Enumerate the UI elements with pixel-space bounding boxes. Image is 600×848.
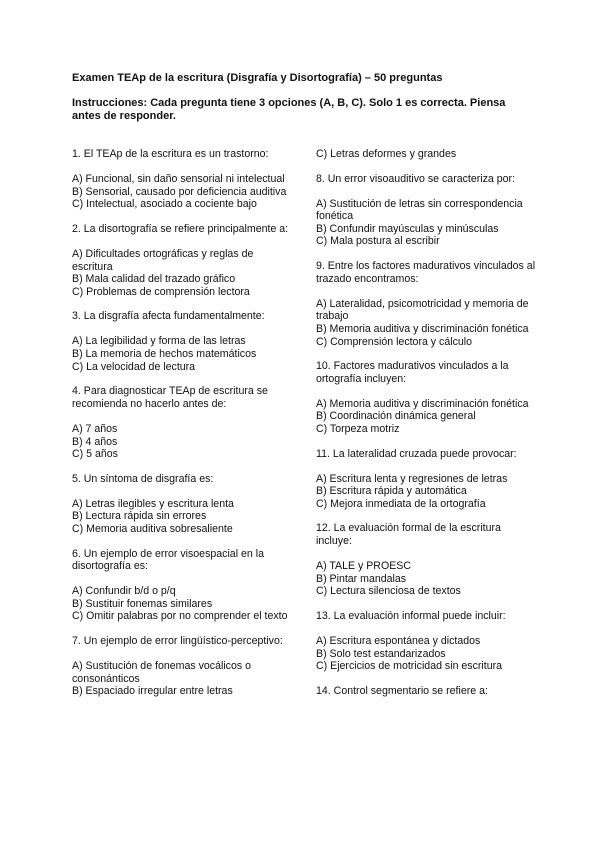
question-stem: 1. El TEAp de la escritura es un trastorno:: [72, 148, 269, 160]
question-stem: 11. La lateralidad cruzada puede provocar:: [316, 447, 517, 460]
question-block: [72, 310, 294, 373]
question-stem: 13. La evaluación informal puede incluir:: [316, 609, 506, 622]
question-block: [316, 522, 538, 597]
exam-title: Examen TEAp de la escritura (Disgrafía y Disortografía) – 50 preguntas: [72, 72, 443, 84]
answer-option: A) TALE y PROESC: [316, 560, 411, 573]
answer-option: A) Escritura lenta y regresiones de letras: [316, 472, 508, 485]
question-block: [316, 360, 538, 435]
answer-option: C) Mejora inmediata de la ortografía: [316, 497, 486, 510]
question-stem: 9. Entre los factores madurativos vinculados al trazado encontramos:: [316, 260, 536, 285]
answer-option: A) Escritura espontánea y dictados: [316, 635, 481, 648]
answer-option: A) 7 años: [72, 422, 118, 435]
answer-option: C) Mala postura al escribir: [316, 235, 440, 248]
answer-option: C) Problemas de comprensión lectora: [72, 285, 250, 298]
question-stem: 14. Control segmentario se refiere a:: [316, 684, 488, 697]
question-block: [316, 448, 538, 511]
answer-option: B) Sustituir fonemas similares: [72, 597, 213, 610]
question-block: [316, 173, 538, 248]
question-stem: 12. La evaluación formal de la escritura incluye:: [316, 522, 501, 548]
answer-option: C) Intelectual, asociado a cociente bajo: [72, 198, 257, 211]
question-block: [72, 635, 294, 698]
question-block: [72, 385, 294, 460]
answer-option: A) Memoria auditiva y discriminación fonética: [316, 397, 529, 410]
answer-option: B) 4 años: [72, 435, 118, 448]
answer-option: B) Coordinación dinámica general: [316, 410, 476, 423]
exam-instructions: Instrucciones: Cada pregunta tiene 3 opciones (A, B, C). Solo 1 es correcta. Piensa antes de responder.: [72, 97, 506, 122]
answer-option: B) Pintar mandalas: [316, 572, 407, 585]
answer-option: C) Ejercicios de motricidad sin escritura: [316, 660, 503, 673]
question-stem: 8. Un error visoauditivo se caracteriza por:: [316, 172, 516, 185]
answer-option: A) Letras ilegibles y escritura lenta: [72, 497, 234, 510]
answer-option: B) La memoria de hechos matemáticos: [72, 348, 257, 361]
answer-option: C) Lectura silenciosa de textos: [316, 585, 461, 598]
question-block: [72, 473, 294, 536]
answer-option: B) Escritura rápida y automática: [316, 485, 467, 498]
question-stem: 10. Factores madurativos vinculados a la ortografía incluyen:: [316, 360, 509, 385]
question-block: [72, 223, 294, 298]
answer-option: B) Mala calidad del trazado gráfico: [72, 273, 236, 286]
right-column: [316, 148, 538, 710]
answer-option: B) Memoria auditiva y discriminación fonética: [316, 322, 529, 335]
question-stem: 6. Un ejemplo de error visoespacial en la disortografía es:: [72, 547, 264, 573]
question-stem: 3. La disgrafía afecta fundamentalmente:: [72, 310, 265, 323]
answer-option: A) Sustitución de letras sin correspondencia fonética: [316, 197, 523, 223]
answer-option: B) Espaciado irregular entre letras: [72, 685, 233, 698]
answer-option: A) La legibilidad y forma de las letras: [72, 335, 246, 348]
answer-option: B) Confundir mayúsculas y minúsculas: [316, 222, 499, 235]
answer-option: C) Memoria auditiva sobresaliente: [72, 522, 233, 535]
answer-option: C) 5 años: [72, 448, 118, 461]
answer-option: A) Confundir b/d o p/q: [72, 585, 176, 598]
question-stem: 4. Para diagnosticar TEAp de escritura se recomienda no hacerlo antes de:: [72, 385, 268, 410]
left-column: [72, 148, 294, 710]
question-block: [72, 148, 294, 211]
answer-option: C) Omitir palabras por no comprender el texto: [72, 610, 288, 623]
answer-option: C) La velocidad de lectura: [72, 360, 196, 373]
answer-option: B) Sensorial, causado por deficiencia auditiva: [72, 185, 287, 198]
carry-over-block: [316, 148, 538, 161]
question-block: [316, 685, 538, 698]
question-stem: 5. Un síntoma de disgrafía es:: [72, 472, 214, 485]
answer-option: B) Lectura rápida sin errores: [72, 510, 207, 523]
answer-option: A) Funcional, sin daño sensorial ni intelectual: [72, 173, 285, 186]
question-stem: 2. La disortografía se refiere principalmente a:: [72, 222, 289, 235]
question-block: [72, 548, 294, 623]
answer-option: C) Torpeza motriz: [316, 423, 400, 435]
answer-option: A) Lateralidad, psicomotricidad y memoria de trabajo: [316, 297, 529, 323]
answer-option: C) Comprensión lectora y cálculo: [316, 335, 473, 348]
question-block: [316, 260, 538, 348]
carry-over-option: C) Letras deformes y grandes: [316, 148, 457, 160]
answer-option: A) Sustitución de fonemas vocálicos o consonánticos: [72, 660, 252, 685]
question-block: [316, 610, 538, 673]
question-stem: 7. Un ejemplo de error lingüístico-perceptivo:: [72, 635, 283, 648]
answer-option: A) Dificultades ortográficas y reglas de escritura: [72, 247, 254, 273]
answer-option: B) Solo test estandarizados: [316, 647, 446, 660]
